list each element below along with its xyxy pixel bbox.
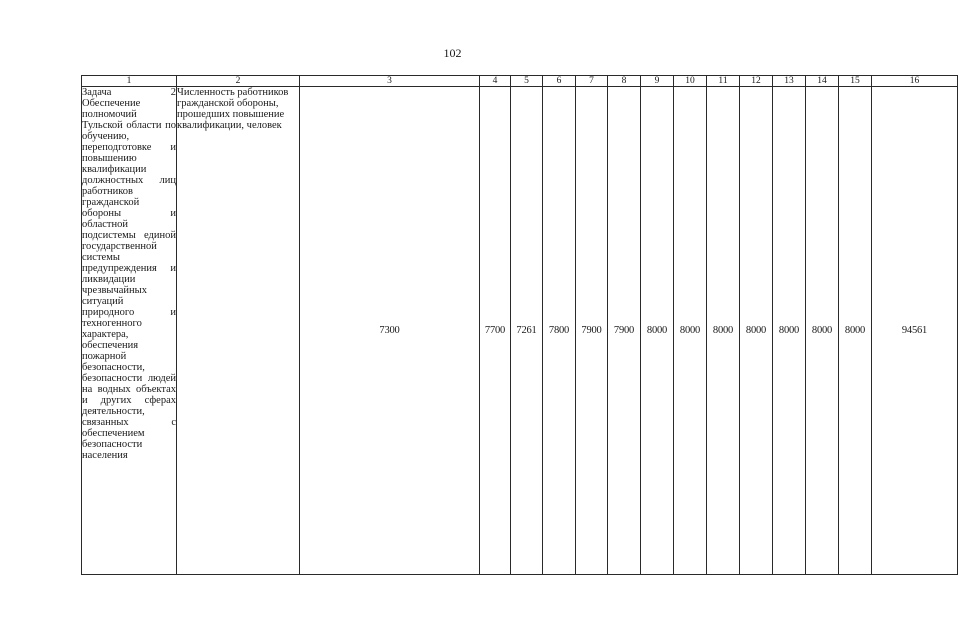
task-description: Задача 2 Обеспечение полномочий Тульской области по обучению, переподготовке и повышению квалификации должностных лиц работников гражданской обороны и областной подсистемы единой государственной системы предупреждения и ликвидации чрезвычайных ситуаций природного и техногенного характера, обеспечения пожарной безопасности, безопасности людей на водных объектах и других сферах деятельности, связанных с обеспечением безопасности населения bbox=[82, 87, 177, 575]
header-row bbox=[82, 76, 958, 87]
column-header: 10 bbox=[674, 76, 707, 87]
value-cell: 7300 bbox=[300, 87, 480, 575]
value-cell: 7900 bbox=[576, 87, 608, 575]
column-header: 1 bbox=[82, 76, 177, 87]
value-cell: 8000 bbox=[707, 87, 740, 575]
column-header: 13 bbox=[773, 76, 806, 87]
column-header: 16 bbox=[872, 76, 958, 87]
value-cell: 8000 bbox=[641, 87, 674, 575]
indicator-name: Численность работников гражданской обороны, прошедших повышение квалификации, человек bbox=[177, 87, 300, 575]
column-header: 9 bbox=[641, 76, 674, 87]
value-cell: 8000 bbox=[839, 87, 872, 575]
data-table bbox=[81, 75, 958, 575]
column-header: 7 bbox=[576, 76, 608, 87]
value-cell: 8000 bbox=[806, 87, 839, 575]
column-header: 6 bbox=[543, 76, 576, 87]
column-header: 12 bbox=[740, 76, 773, 87]
column-header: 4 bbox=[480, 76, 511, 87]
column-header: 5 bbox=[511, 76, 543, 87]
value-cell: 8000 bbox=[773, 87, 806, 575]
value-cell: 8000 bbox=[740, 87, 773, 575]
total-cell: 94561 bbox=[872, 87, 958, 575]
value-cell: 8000 bbox=[674, 87, 707, 575]
table-row bbox=[82, 87, 958, 575]
page-number: 102 bbox=[443, 46, 462, 60]
value-cell: 7261 bbox=[511, 87, 543, 575]
value-cell: 7800 bbox=[543, 87, 576, 575]
column-header: 15 bbox=[839, 76, 872, 87]
column-header: 8 bbox=[608, 76, 641, 87]
column-header: 14 bbox=[806, 76, 839, 87]
value-cell: 7700 bbox=[480, 87, 511, 575]
column-header: 2 bbox=[177, 76, 300, 87]
column-header: 11 bbox=[707, 76, 740, 87]
value-cell: 7900 bbox=[608, 87, 641, 575]
column-header: 3 bbox=[300, 76, 480, 87]
